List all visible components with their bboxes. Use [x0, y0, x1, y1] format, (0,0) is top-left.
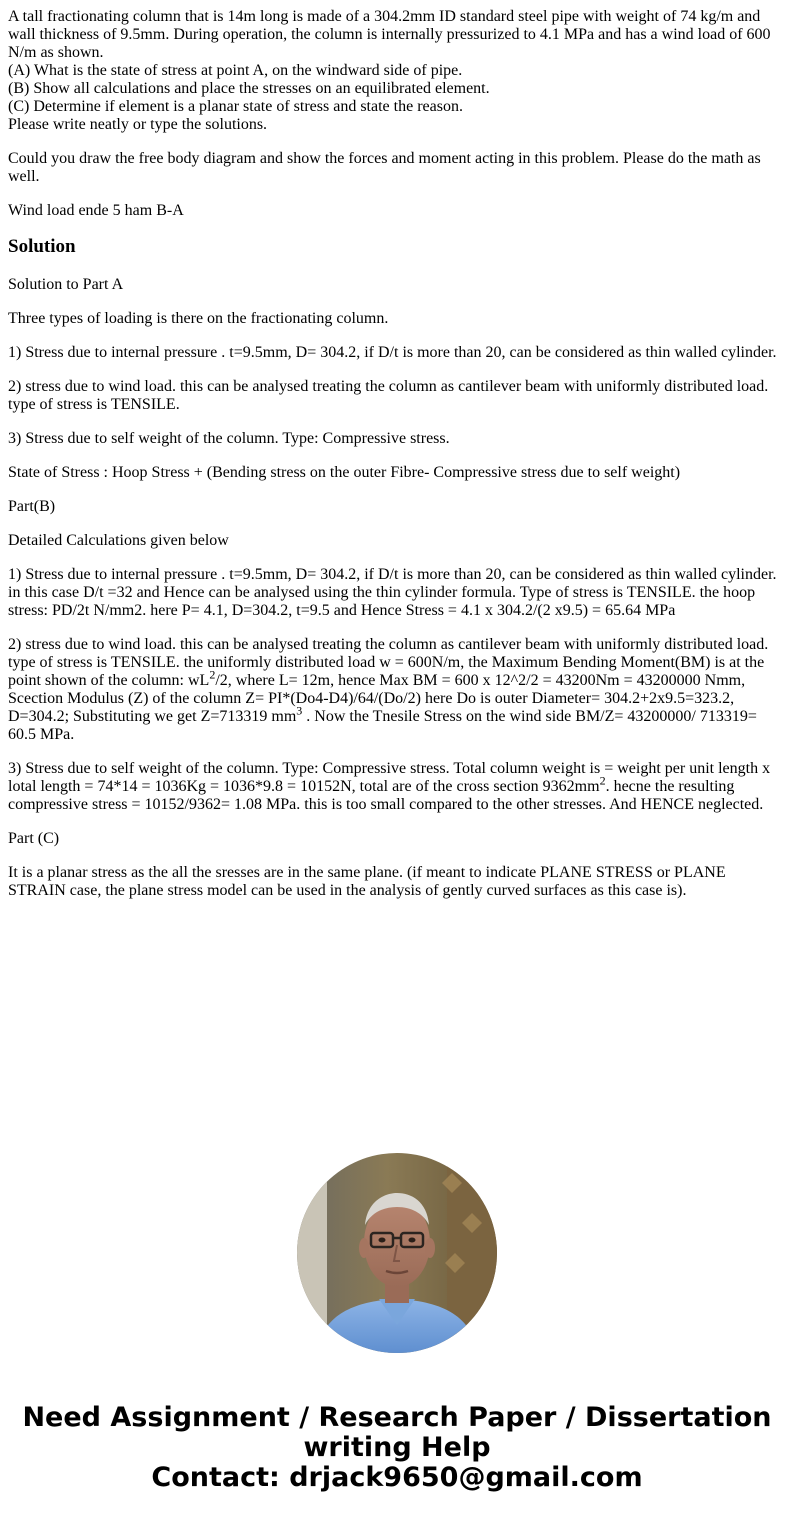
b3-superscript: 2: [599, 773, 606, 788]
part-a-intro: Three types of loading is there on the fractionating column.: [8, 310, 389, 327]
question-block: [8, 8, 786, 134]
part-a-title: Solution to Part A: [8, 276, 124, 293]
footer-line-2: writing Help: [303, 1432, 491, 1463]
question-line: (C) Determine if element is a planar state of stress and state the reason.: [8, 98, 463, 115]
footer-banner: [0, 1403, 794, 1493]
b2-superscript-1: 2: [209, 667, 216, 682]
part-b-title: Part(B): [8, 498, 56, 515]
b3-text-2: . hecne the resulting compressive stress = 10152/9362= 1.08 MPa. this is too small compared to the other stresses. And HENCE neglected.: [8, 778, 764, 813]
part-b-item-2: [8, 636, 786, 744]
solution-heading: Solution: [8, 236, 76, 257]
question-line: (B) Show all calculations and place the stresses on an equilibrated element.: [8, 80, 490, 97]
person-portrait-icon: [297, 1153, 497, 1353]
part-b-item-3: [8, 760, 786, 814]
part-a-item-3: 3) Stress due to self weight of the column. Type: Compressive stress.: [8, 430, 450, 447]
b2-text-1: 2) stress due to wind load. this can be analysed treating the column as cantilever beam with uniformly distributed load. type of stress is TENSILE. the uniformly distributed load w = 600N/m, the Maximum Bending Moment(BM) is at the point shown of the column: wL: [8, 636, 769, 689]
question-line: (A) What is the state of stress at point A, on the windward side of pipe.: [8, 62, 463, 79]
question-note: Wind load ende 5 ham B-A: [8, 202, 184, 219]
question-line: Please write neatly or type the solutions.: [8, 116, 268, 133]
part-a-item-2: 2) stress due to wind load. this can be analysed treating the column as cantilever beam with uniformly distributed load. type of stress is TENSILE.: [8, 378, 769, 413]
part-c-text: It is a planar stress as the all the sresses are in the same plane. (if meant to indicate PLANE STRESS or PLANE STRAIN case, the plane stress model can be used in the analysis of gently curved surfaces as this case is).: [8, 864, 726, 899]
b2-text-2: /2, where L= 12m, hence Max BM = 600 x 12^2/2 = 43200Nm = 43200000 Nmm, Scection Modulus (Z) of the column Z= PI*(Do4-D4)/64/(Do/2) here Do is outer Diameter= 304.2+2x9.5=323.2, D=304.2; Substituting we get Z=713319 mm: [8, 672, 746, 725]
question-line: A tall fractionating column that is 14m long is made of a 304.2mm ID standard steel pipe with weight of 74 kg/m and wall thickness of 9.5mm. During operation, the column is internally pressurized to 4.1 MPa and has a wind load of 600 N/m as shown.: [8, 8, 771, 61]
part-c-title: Part (C): [8, 830, 60, 847]
state-of-stress: State of Stress : Hoop Stress + (Bending stress on the outer Fibre- Compressive stress due to self weight): [8, 464, 681, 481]
b2-superscript-2: 3: [296, 703, 303, 718]
question-request: Could you draw the free body diagram and show the forces and moment acting in this problem. Please do the math as well.: [8, 150, 761, 185]
footer-line-1: Need Assignment / Research Paper / Dissertation: [22, 1402, 772, 1433]
footer-contact: Contact: drjack9650@gmail.com: [151, 1462, 643, 1493]
part-b-item-1: 1) Stress due to internal pressure . t=9.5mm, D= 304.2, if D/t is more than 20, can be considered as thin walled cylinder. in this case D/t =32 and Hence can be analysed using the thin cylinder formula. Type of stress is TENSILE. the hoop stress: PD/2t N/mm2. here P= 4.1, D=304.2, t=9.5 and Hence Stress = 4.1 x 304.2/(2 x9.5) = 65.64 MPa: [8, 566, 777, 619]
b3-text-1: 3) Stress due to self weight of the column. Type: Compressive stress. Total column weight is = weight per unit length x lotal length = 74*14 = 1036Kg = 1036*9.8 = 10152N, total are of the cross section 9362mm: [8, 760, 771, 795]
document-body: [8, 8, 786, 916]
part-b-intro: Detailed Calculations given below: [8, 532, 229, 549]
b2-text-3: . Now the Tnesile Stress on the wind side BM/Z= 43200000/ 713319= 60.5 MPa.: [8, 708, 757, 743]
part-a-item-1: 1) Stress due to internal pressure . t=9.5mm, D= 304.2, if D/t is more than 20, can be considered as thin walled cylinder.: [8, 344, 777, 361]
